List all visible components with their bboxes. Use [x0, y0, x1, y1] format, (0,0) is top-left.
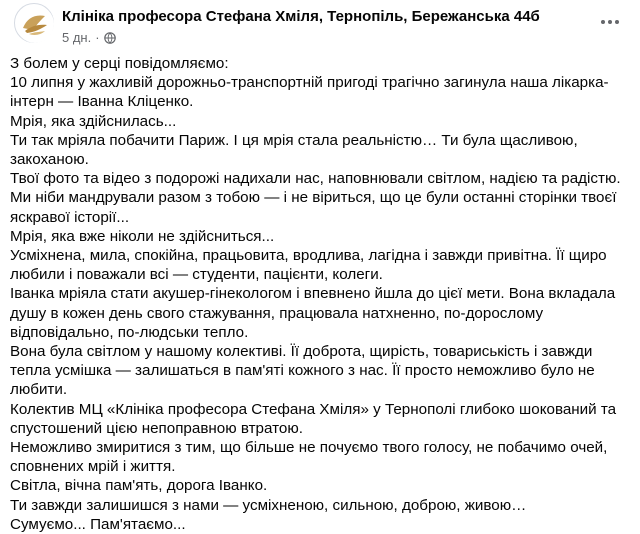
more-options-icon[interactable] — [596, 8, 624, 36]
globe-icon[interactable] — [104, 32, 116, 44]
post-body — [8, 52, 632, 534]
post-timestamp[interactable]: 5 дн. — [62, 30, 92, 45]
post-paragraph: Іванка мріяла стати акушер-гінекологом і впевнено йшла до цієї мети. Вона вкладала душу в кожен день свого стажування, працювала натхненно, по-дорослому відповідально, по-людськи тепло. — [10, 285, 616, 341]
post-paragraph: З болем у серці повідомляємо: — [10, 55, 229, 72]
post-paragraph: Мрія, яка вже ніколи не здійсниться... — [10, 227, 275, 245]
post-paragraph: Ти так мріяла побачити Париж. І ця мрія стала реальністю… Ти була щасливою, закоханою. — [10, 131, 578, 169]
post-paragraph: Неможливо змиритися з тим, що більше не почуємо твого голосу, не побачимо очей, сповнених мрій і життя. — [10, 439, 608, 476]
meta-separator: · — [95, 30, 100, 45]
clinic-logo-icon — [15, 4, 55, 44]
post-paragraph: Колектив МЦ «Клініка професора Стефана Хміля» у Тернополі глибоко шокований та спустошений цією непоправною втратою. — [10, 400, 617, 437]
post-paragraph: Сумуємо... Пам'ятаємо... — [10, 515, 186, 533]
post-paragraph: Ти завжди залишишся з нами — усміхненою, сильною, доброю, живою… — [10, 496, 527, 514]
post-paragraph: Вона була світлом у нашому колективі. Її доброта, щирість, товариськість і завжди тепла усмішка — залишаться в пам'яті кожного з нас. Її просто неможливо було не любити. — [10, 343, 595, 399]
post-header — [8, 0, 632, 52]
page-name-link[interactable]: Клініка професора Стефана Хміля, Тернопіль, Бережанська 44б — [62, 8, 540, 25]
post-paragraph: 10 липня у жахливій дорожньо-транспортній пригоді трагічно загинула наша лікарка-інтерн — Іванна Кліценко. — [10, 74, 609, 111]
page-avatar[interactable] — [14, 3, 54, 43]
post-meta — [62, 30, 116, 45]
post-paragraph: Світла, вічна пам'ять, дорога Іванко. — [10, 477, 268, 495]
post-paragraph: Усміхнена, мила, спокійна, працьовита, вродлива, лагідна і завжди привітна. Її щиро любили і поважали всі — студенти, пацієнти, колеги. — [10, 247, 607, 284]
post-paragraph: Мрія, яка здійснилась... — [10, 112, 177, 130]
post-paragraph: Твої фото та відео з подорожі надихали нас, наповнювали світлом, надією та радістю. Ми ніби мандрували разом з тобою — і не віриться, що це були останні сторінки твоєї яскравої історії... — [10, 170, 621, 226]
